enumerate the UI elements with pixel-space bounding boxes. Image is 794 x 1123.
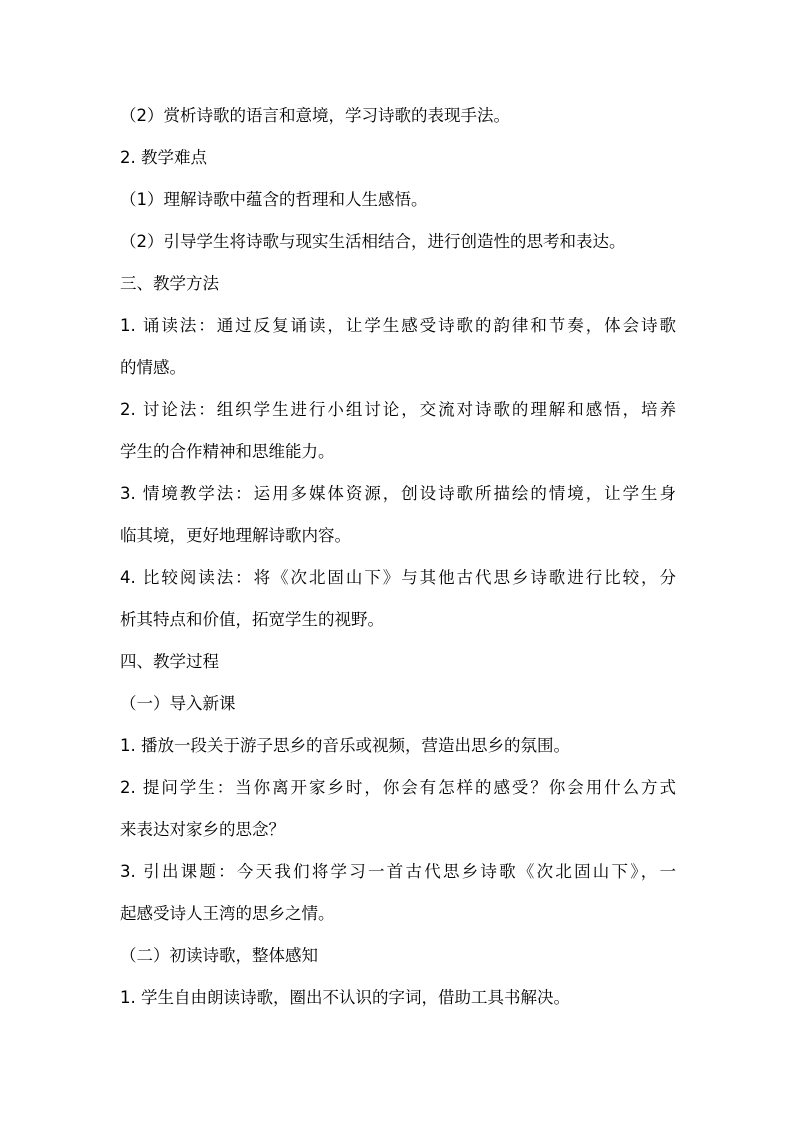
section-heading: 2. 教学难点 [120,148,207,167]
text-line: 析其特点和价值，拓宽学生的视野。 [120,610,384,629]
text-line: 4. 比较阅读法：将《次北固山下》与其他古代思乡诗歌进行比较，分 [120,568,676,587]
text-line: 的情感。 [120,358,186,377]
text-line: 来表达对家乡的思念？ [120,820,285,839]
text-line: 学生的合作精神和思维能力。 [120,442,335,461]
text-line: 2. 提问学生：当你离开家乡时，你会有怎样的感受？你会用什么方式 [120,778,676,797]
section-heading: 四、教学过程 [120,652,219,671]
text-line: （2）引导学生将诗歌与现实生活相结合，进行创造性的思考和表达。 [120,232,626,251]
text-line: 2. 讨论法：组织学生进行小组讨论，交流对诗歌的理解和感悟，培养 [120,400,676,419]
subsection-heading: （一）导入新课 [120,694,236,713]
text-line: 1. 学生自由朗读诗歌，圈出不认识的字词，借助工具书解决。 [120,988,570,1007]
section-heading: 三、教学方法 [120,274,219,293]
text-line: 临其境，更好地理解诗歌内容。 [120,526,351,545]
text-line: 1. 诵读法：通过反复诵读，让学生感受诗歌的韵律和节奏，体会诗歌 [120,316,676,335]
text-line: 3. 引出课题：今天我们将学习一首古代思乡诗歌《次北固山下》，一 [120,862,676,881]
text-line: 起感受诗人王湾的思乡之情。 [120,904,335,923]
text-line: （1）理解诗歌中蕴含的哲理和人生感悟。 [120,190,428,209]
text-line: （2）赏析诗歌的语言和意境，学习诗歌的表现手法。 [120,106,510,125]
subsection-heading: （二）初读诗歌，整体感知 [120,946,318,965]
text-line: 3. 情境教学法：运用多媒体资源，创设诗歌所描绘的情境，让学生身 [120,484,676,503]
text-line: 1. 播放一段关于游子思乡的音乐或视频，营造出思乡的氛围。 [120,736,570,755]
